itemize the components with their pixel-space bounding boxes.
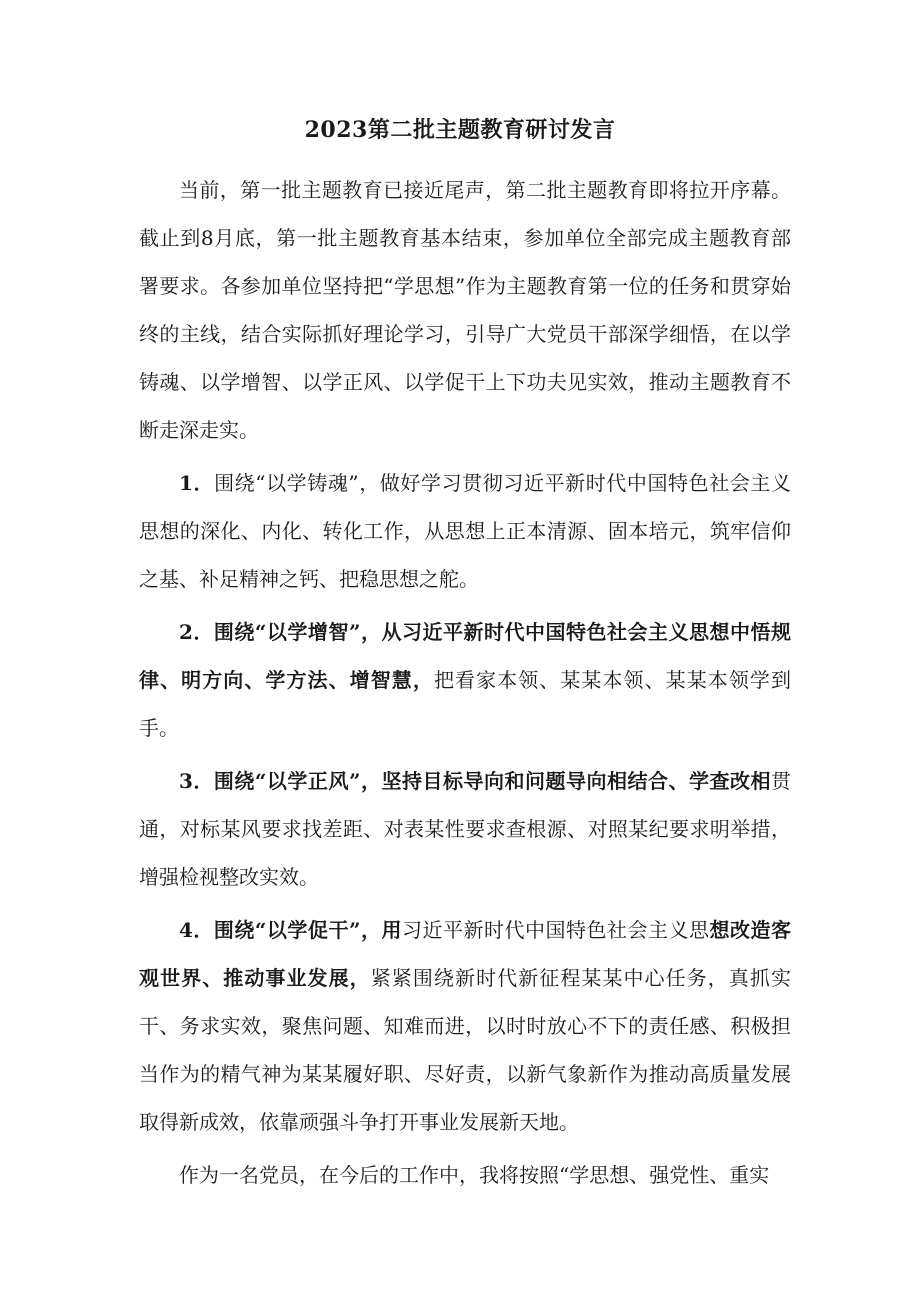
- document-title: 2023第二批主题教育研讨发言: [304, 117, 616, 143]
- item-4-bold-text: 围绕“以学促干”，用: [213, 918, 402, 942]
- item-3-bold-text: 围绕“以学正风”，坚持目标导向和问题导向相结合、学查改相: [213, 769, 771, 793]
- item-1-number: 1．: [179, 471, 215, 495]
- item-4-paragraph: [139, 906, 791, 1146]
- item-2-bold-text: 围绕“以学增智”，从习近平新时代中国特色社会主义思想中悟规律、明方向、学方法、增智慧，: [139, 620, 791, 692]
- intro-paragraph: 当前，第一批主题教育已接近尾声，第二批主题教育即将拉开序幕。截止到8月底，第一批主题教育基本结束，参加单位全部完成主题教育部署要求。各参加单位坚持把“学思想”作为主题教育第一位的任务和贯穿始终的主线，结合实际抓好理论学习，引导广大党员干部深学细悟，在以学铸魂、以学增智、以学正风、以学促干上下功夫见实效，推动主题教育不断走深走实。: [139, 178, 791, 442]
- item-4-bold-text-2: 想改造客观世界、推动事业发展，: [139, 918, 791, 990]
- item-3-paragraph: [139, 757, 791, 901]
- item-2-text: 把看家本领、某某本领、某某本领学到手。: [139, 668, 792, 740]
- document-body: [139, 166, 791, 1201]
- item-2-number: 2．: [179, 620, 214, 644]
- item-4-mid-text: 习近平新时代中国特色社会主义思: [401, 918, 710, 942]
- closing-paragraph: 作为一名党员，在今后的工作中，我将按照“学思想、强党性、重实: [179, 1163, 770, 1187]
- item-3-number: 3．: [179, 769, 214, 793]
- item-4-number: 4．: [179, 918, 214, 942]
- item-4-text: 紧紧围绕新时代新征程某某中心任务，真抓实干、务求实效，聚焦问题、知难而进，以时时放心不下的责任感、积极担当作为的精气神为某某履好职、尽好责，以新气象新作为推动高质量发展取得新成效，依靠顽强斗争打开事业发展新天地。: [139, 966, 792, 1134]
- item-1-paragraph: [139, 459, 791, 603]
- item-1-text: 围绕“以学铸魂”，做好学习贯彻习近平新时代中国特色社会主义思想的深化、内化、转化工作，从思想上正本清源、固本培元，筑牢信仰之基、补足精神之钙、把稳思想之舵。: [139, 471, 791, 591]
- item-2-paragraph: [139, 608, 791, 752]
- item-3-text: 贯通，对标某风要求找差距、对表某性要求查根源、对照某纪要求明举措，增强检视整改实效。: [139, 769, 791, 889]
